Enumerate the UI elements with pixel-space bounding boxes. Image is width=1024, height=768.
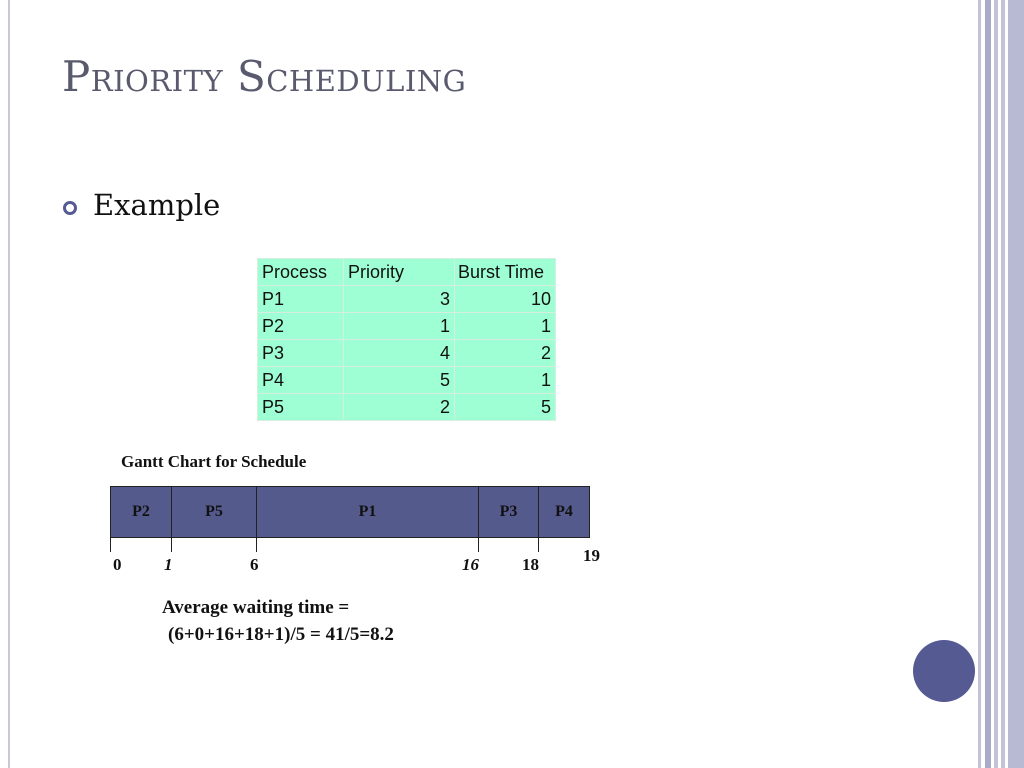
table-row <box>258 313 556 340</box>
table-row <box>258 367 556 394</box>
right-stripe <box>994 0 998 768</box>
gantt-time-label: 18 <box>522 555 539 574</box>
gantt-block-p2: P2 <box>110 486 172 538</box>
gantt-block-p5: P5 <box>171 486 257 538</box>
bullet-text: Example <box>93 188 221 222</box>
gantt-tick <box>538 538 539 552</box>
gantt-time-label: 19 <box>583 546 600 565</box>
table-cell: 1 <box>455 313 556 340</box>
gantt-title: Gantt Chart for Schedule <box>121 452 307 471</box>
table-header-row <box>258 259 556 286</box>
gantt-block-p3: P3 <box>478 486 539 538</box>
left-border-line <box>8 0 10 768</box>
table-cell: 10 <box>455 286 556 313</box>
gantt-chart <box>110 486 590 538</box>
gantt-time-label: 0 <box>113 555 122 574</box>
table-cell: 1 <box>344 313 455 340</box>
table-header-cell: Process <box>258 259 344 286</box>
slide-title: Priority Scheduling <box>62 52 467 101</box>
gantt-tick <box>478 538 479 552</box>
table-cell: 2 <box>344 394 455 421</box>
table-cell: P4 <box>258 367 344 394</box>
table-row <box>258 340 556 367</box>
gantt-time-label: 1 <box>164 555 173 574</box>
table-header-cell: Priority <box>344 259 455 286</box>
bullet-icon <box>63 201 77 215</box>
gantt-tick <box>256 538 257 552</box>
table-header-cell: Burst Time <box>455 259 556 286</box>
gantt-block-p4: P4 <box>538 486 590 538</box>
gantt-tick <box>171 538 172 552</box>
average-waiting-label: Average waiting time = <box>162 597 350 618</box>
table-cell: P1 <box>258 286 344 313</box>
process-table <box>257 258 556 421</box>
table-cell: 5 <box>455 394 556 421</box>
gantt-block-p1: P1 <box>256 486 479 538</box>
average-waiting-formula: (6+0+16+18+1)/5 = 41/5=8.2 <box>168 624 394 645</box>
right-stripe <box>978 0 981 768</box>
table-cell: 4 <box>344 340 455 367</box>
table-row <box>258 286 556 313</box>
table-cell: P2 <box>258 313 344 340</box>
table-cell: P3 <box>258 340 344 367</box>
decorative-circle <box>913 640 975 702</box>
table-cell: P5 <box>258 394 344 421</box>
right-stripe <box>1008 0 1024 768</box>
gantt-time-label: 6 <box>250 555 259 574</box>
table-cell: 3 <box>344 286 455 313</box>
table-row <box>258 394 556 421</box>
right-stripe <box>985 0 991 768</box>
right-stripe <box>1001 0 1005 768</box>
table-cell: 2 <box>455 340 556 367</box>
table-cell: 1 <box>455 367 556 394</box>
gantt-tick <box>110 538 111 552</box>
gantt-time-label: 16 <box>462 555 479 574</box>
table-cell: 5 <box>344 367 455 394</box>
